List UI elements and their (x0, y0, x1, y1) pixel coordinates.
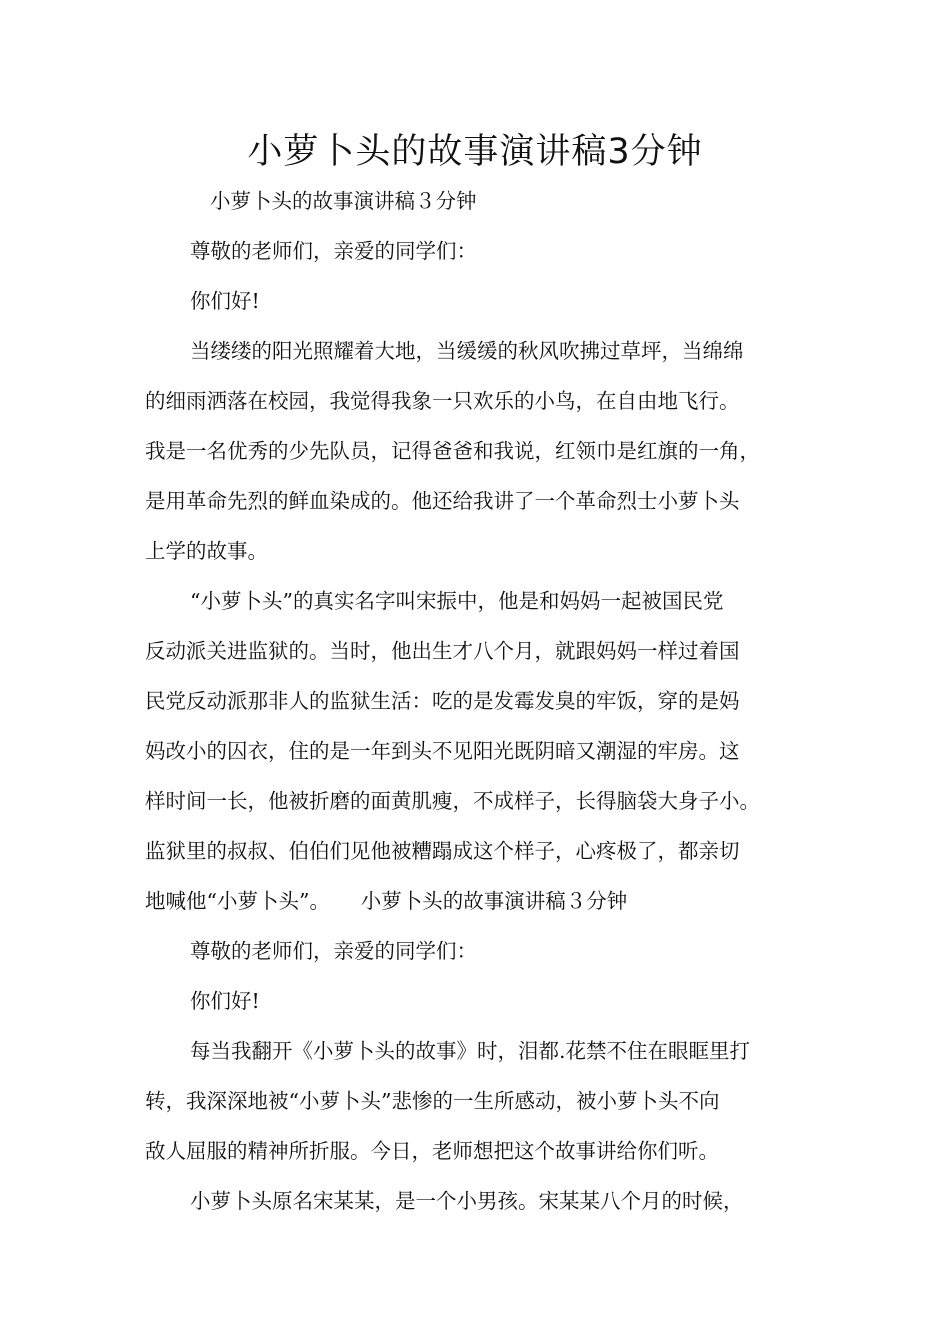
paragraph-line: 民党反动派那非人的监狱生活：吃的是发霉发臭的牢饭，穿的是妈 (145, 689, 740, 713)
paragraph-line: 地喊他“小萝卜头”。 小萝卜头的故事演讲稿３分钟 (145, 889, 628, 913)
paragraph-line: 小萝卜头原名宋某某，是一个小男孩。宋某某八个月的时候， (190, 1189, 744, 1213)
paragraph-line: 的细雨洒落在校园，我觉得我象一只欢乐的小鸟，在自由地飞行。 (145, 389, 740, 413)
paragraph-line: “小萝卜头”的真实名字叫宋振中，他是和妈妈一起被国民党 (190, 589, 724, 613)
paragraph-line: 我是一名优秀的少先队员，记得爸爸和我说，红领巾是红旗的一角， (145, 439, 760, 463)
greeting-line: 尊敬的老师们，亲爱的同学们： (190, 939, 477, 963)
paragraph-line: 上学的故事。 (145, 539, 268, 563)
paragraph-line: 监狱里的叔叔、伯伯们见他被糟蹋成这个样子，心疼极了，都亲切 (145, 839, 740, 863)
paragraph-line: 是用革命先烈的鲜血染成的。他还给我讲了一个革命烈士小萝卜头 (145, 489, 740, 513)
paragraph-line: 妈改小的囚衣，住的是一年到头不见阳光既阴暗又潮湿的牢房。这 (145, 739, 740, 763)
paragraph-line: 每当我翻开《小萝卜头的故事》时，泪都.花禁不住在眼眶里打 (190, 1039, 751, 1063)
paragraph-line: 转，我深深地被“小萝卜头”悲惨的一生所感动，被小萝卜头不向 (145, 1089, 720, 1113)
hello-line: 你们好! (190, 289, 260, 313)
greeting-line: 尊敬的老师们，亲爱的同学们： (190, 239, 477, 263)
paragraph-line: 当缕缕的阳光照耀着大地，当缓缓的秋风吹拂过草坪，当绵绵 (190, 339, 744, 363)
subtitle-line: 小萝卜头的故事演讲稿３分钟 (210, 189, 477, 213)
hello-line: 你们好! (190, 989, 260, 1013)
paragraph-line: 敌人屈服的精神所折服。今日，老师想把这个故事讲给你们听。 (145, 1139, 719, 1163)
paragraph-line: 反动派关进监狱的。当时，他出生才八个月，就跟妈妈一样过着国 (145, 639, 740, 663)
document-title: 小萝卜头的故事演讲稿3分钟 (247, 132, 703, 172)
paragraph-line: 样时间一长，他被折磨的面黄肌瘦，不成样子，长得脑袋大身子小。 (145, 789, 760, 813)
